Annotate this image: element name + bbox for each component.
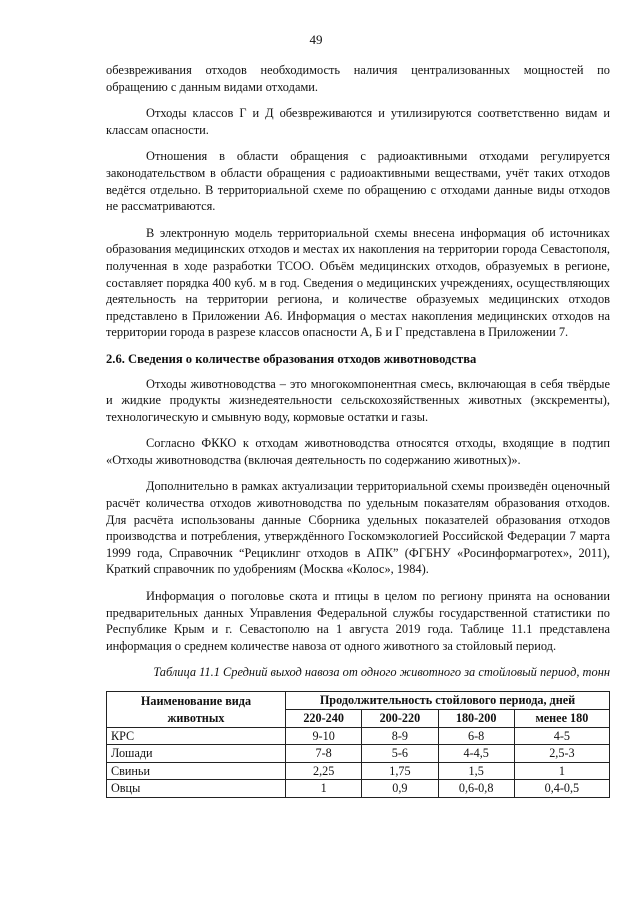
table-cell: 1 [286,780,362,798]
animal-name: Овцы [107,780,286,798]
page-number: 49 [309,32,323,47]
paragraph: обезвреживания отходов необходимость наличия централизованных мощностей по обращению с данным видами отходами. [106,63,610,94]
table-cell: 4-4,5 [438,745,514,763]
table-row [107,780,610,798]
table-cell: 1 [514,762,609,780]
header-stall-period: Продолжительность стойлового периода, дней [286,692,610,710]
manure-output-table [106,691,610,798]
paragraph: Дополнительно в рамках актуализации территориальной схемы произведён оценочный расчёт количества отходов животноводства по удельным показателям образования отходов. Для расчёта использованы данные Сборника удельных показателей образования отходов производства и потребления, утверждённого Госкомэкологией Российской Федерации 7 марта 1999 года, Справочник “Рециклинг отходов в АПК” (ФГБНУ «Росинформагротех», 2011), Краткий справочник по удобрениям (Москва «Колос», 1984). [106,479,610,577]
header-period: 180-200 [438,710,514,728]
paragraph: Отходы животноводства – это многокомпонентная смесь, включающая в себя твёрдые и жидкие продукты жизнедеятельности сельскохозяйственных животных (экскременты), технологическую и смывную воду, кормовые остатки и газы. [106,376,610,424]
table-caption: Таблица 11.1 Средний выход навоза от одного животного за стойловый период, тонн [153,665,610,680]
table-cell: 6-8 [438,727,514,745]
table-cell: 2,25 [286,762,362,780]
paragraph: Отходы классов Г и Д обезвреживаются и утилизируются соответственно видам и классам опасности. [106,106,610,137]
table-cell: 1,75 [362,762,438,780]
table-cell: 2,5-3 [514,745,609,763]
table-cell: 0,9 [362,780,438,798]
paragraph: Отношения в области обращения с радиоактивными отходами регулируется законодательством в области обращения с радиоактивными веществами, учёт таких отходов ведётся отдельно. В территориальной схеме по обращению с отходами данные виды отходов не рассматриваются. [106,149,610,214]
header-animal-type: Наименование вида животных [107,692,286,727]
table-cell: 0,6-0,8 [438,780,514,798]
table-row [107,727,610,745]
animal-name: Лошади [107,745,286,763]
section-heading: 2.6. Сведения о количестве образования отходов животноводства [106,351,477,366]
header-period: 220-240 [286,710,362,728]
table-cell: 4-5 [514,727,609,745]
paragraph: Согласно ФККО к отходам животноводства относятся отходы, входящие в подтип «Отходы животноводства (включая деятельность по содержанию животных)». [106,436,610,467]
header-period: 200-220 [362,710,438,728]
animal-name: КРС [107,727,286,745]
table-row [107,762,610,780]
table-cell: 1,5 [438,762,514,780]
table-header-row [107,692,610,710]
table-cell: 8-9 [362,727,438,745]
animal-name: Свиньи [107,762,286,780]
table-cell: 0,4-0,5 [514,780,609,798]
document-body [106,62,610,798]
table-cell: 5-6 [362,745,438,763]
table-cell: 9-10 [286,727,362,745]
header-period: менее 180 [514,710,609,728]
paragraph: В электронную модель территориальной схемы внесена информация об источниках образования медицинских отходов и местах их накопления на территории города Севастополя, полученная в ходе разработки ТСОО. Объём медицинских отходов, образуемых в регионе, составляет порядка 400 куб. м в год. Сведения о медицинских учреждениях, осуществляющих деятельность на территории региона, и количестве образуемых медицинских отходов представлено в Приложении А6. Информация о местах накопления медицинских отходов на территории города в разрезе классов опасности А, Б и Г представлена в Приложении 7. [106,225,610,340]
table-row [107,745,610,763]
table-cell: 7-8 [286,745,362,763]
paragraph: Информация о поголовье скота и птицы в целом по региону принята на основании предварительных данных Управления Федеральной службы государственной статистики по Республике Крым и г. Севастополю на 1 августа 2019 года. Таблице 11.1 представлена информация о среднем количестве навоза от одного животного за стойловый период. [106,589,610,653]
